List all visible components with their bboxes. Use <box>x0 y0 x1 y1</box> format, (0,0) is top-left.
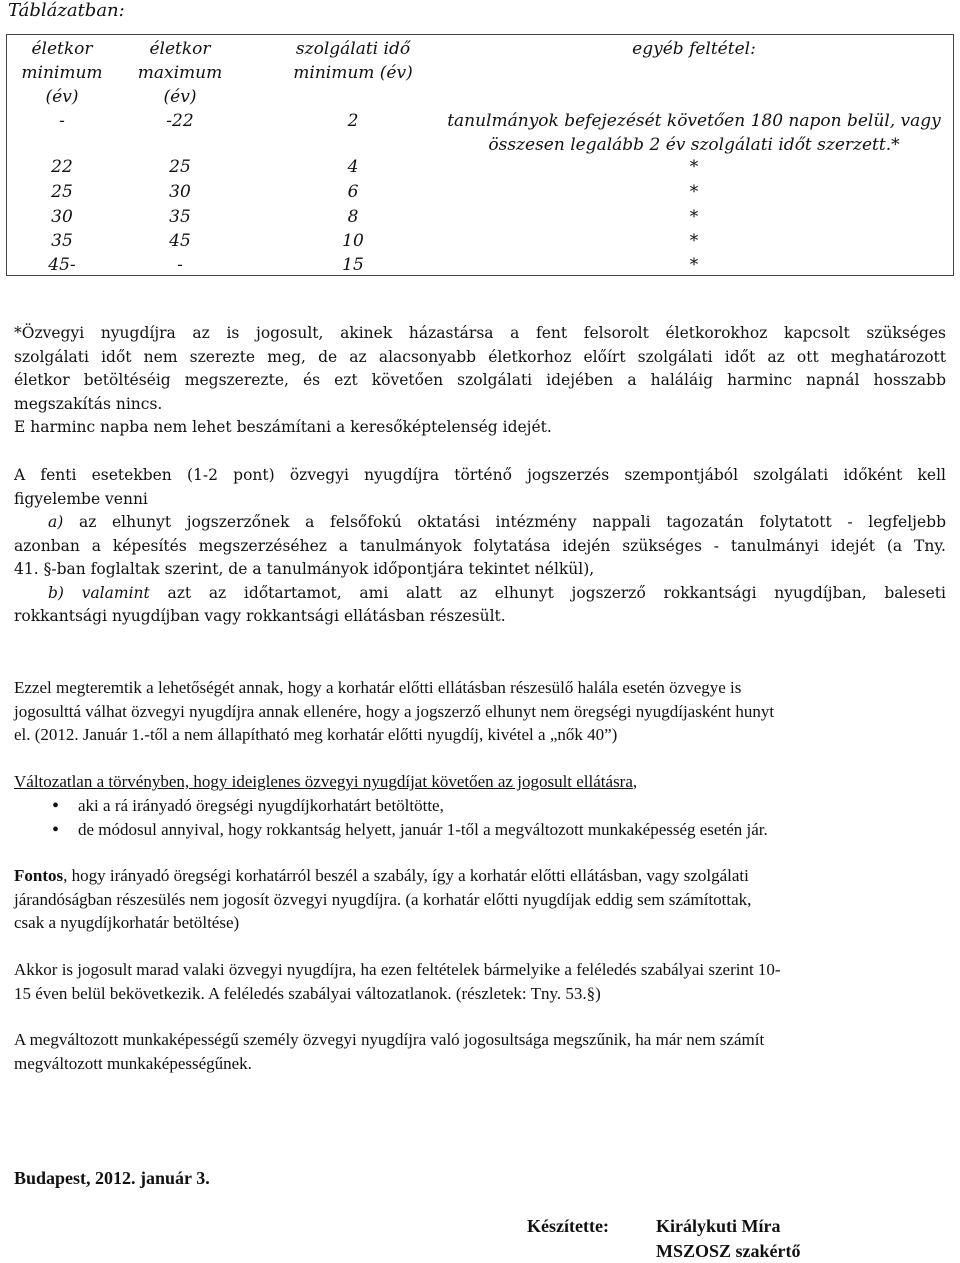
paragraph-unchanged: Változatlan a törvényben, hogy ideiglenes özvegyi nyugdíjat követően az jogosult ellátásra, <box>14 772 638 791</box>
header-service-min: szolgálati idő minimum (év) <box>293 39 413 83</box>
table-cell: - <box>59 111 65 131</box>
paragraph-opportunity: Ezzel megteremtik a lehetőségét annak, hogy a korhatár előtti ellátásban részesülő halála esetén özvegye is jogosulttá válhat özvegyi nyugdíjra annak ellenére, hogy a jogszerző elhunyt nem öregségi nyugdíjasként hunyt el. (2012. Január 1.-től a nem állapítható meg korhatár előtti nyugdíj, kivétel a „nők 40”) <box>14 678 775 744</box>
table-cell: 10 <box>342 231 364 251</box>
table-cell: - <box>177 255 183 275</box>
paragraph-reduced-capacity: A megváltozott munkaképességű személy özvegyi nyugdíjra való jogosultsága megszűnik, ha már nem számít megváltozott munkaképességűnek. <box>14 1030 765 1073</box>
table-cell: -22 <box>166 111 194 131</box>
table-cell: 8 <box>347 207 359 227</box>
place-date: Budapest, 2012. január 3. <box>14 1168 210 1188</box>
table-cell: 25 <box>51 182 73 202</box>
table-cell: * <box>689 231 699 251</box>
table-cell: * <box>689 157 699 177</box>
header-age-min: életkor minimum (év) <box>21 39 103 107</box>
item-b-marker: b) valamint <box>48 583 150 602</box>
widow-pension-note: *Özvegyi nyugdíjra az is jogosult, akinek házastársa a fent felsorolt életkorokhoz kapcsolt szükséges szolgálati időt nem szerezte meg, de az alacsonyabb életkorhoz előírt szolgálati időt az ott meghatározott életkor betöltéséig megszerezte, és ezt követően szolgálati idejében a haláláig harminc napnál hosszabb megszakítás nincs. E harminc napba nem lehet beszámítani a keresőképtelenség idejét. <box>14 324 946 436</box>
table-caption: Táblázatban: <box>8 0 125 21</box>
table-cell: 30 <box>169 182 191 202</box>
table-cell: 25 <box>169 157 191 177</box>
author-title: MSZOSZ szakértő <box>656 1241 801 1261</box>
prepared-by-label: Készítette: <box>527 1216 609 1236</box>
conditions-list <box>14 794 946 842</box>
table-cell: 2 <box>347 111 359 131</box>
author-name: Királykuti Míra <box>656 1216 781 1236</box>
table-cell: tanulmányok befejezését követően 180 napon belül, vagy összesen legalább 2 év szolgálati időt szerzett.* <box>447 111 941 155</box>
table-cell: * <box>689 182 699 202</box>
paragraph-important: Fontos, hogy irányadó öregségi korhatárról beszél a szabály, így a korhatár előtti ellátásban, vagy szolgálati járandóságban részesülés nem jogosít özvegyi nyugdíjra. (a korhatár előtti nyugdíjak eddig sem számítottak, csak a nyugdíjkorhatár betöltése) <box>14 866 752 932</box>
paragraph-revival: Akkor is jogosult marad valaki özvegyi nyugdíjra, ha ezen feltételek bármelyike a feléledés szabályai szerint 10- 15 éven belül bekövetkezik. A feléledés szabályai változatlanok. (részletek: Tny. 53.§) <box>14 960 781 1003</box>
header-age-max: életkor maximum (év) <box>137 39 223 107</box>
item-a-marker: a) <box>48 513 64 531</box>
table-cell: 30 <box>51 207 73 227</box>
table-cell: 6 <box>347 182 359 202</box>
table-cell: 45 <box>169 231 191 251</box>
header-other-condition: egyéb feltétel: <box>632 39 756 59</box>
table-cell: * <box>689 255 699 275</box>
table-cell: 35 <box>169 207 191 227</box>
list-item: • de módosul annyival, hogy rokkantság helyett, január 1-től a megváltozott munkaképesség esetén jár. <box>14 818 946 842</box>
eligibility-table <box>6 34 954 276</box>
table-cell: 35 <box>51 231 73 251</box>
table-cell: * <box>689 207 699 227</box>
service-period-paragraph: A fenti esetekben (1-2 pont) özvegyi nyugdíjra történő jogszerzés szempontjából szolgálati időként kell figyelembe venni a) az elhunyt jogszerzőnek a felsőfokú oktatási intézmény nappali tagozatán folytatott - legfeljebb azonban a képesítés megszerzéséhez a tanulmányok folytatása idején szükséges - tanulmányi idejét (a Tny. 41. §-ban foglaltak szerint, de a tanulmányok időpontjára tekintet nélkül), b) valamint azt az időtartamot, ami alatt az elhunyt jogszerző rokkantsági nyugdíjban, baleseti rokkantsági nyugdíjban vagy rokkantsági ellátásban részesült. <box>14 466 946 625</box>
list-item: • aki a rá irányadó öregségi nyugdíjkorhatárt betöltötte, <box>14 794 946 818</box>
table-cell: 22 <box>51 157 73 177</box>
table-cell: 4 <box>347 157 359 177</box>
table-cell: 45- <box>48 255 76 275</box>
table-cell: 15 <box>342 255 364 275</box>
